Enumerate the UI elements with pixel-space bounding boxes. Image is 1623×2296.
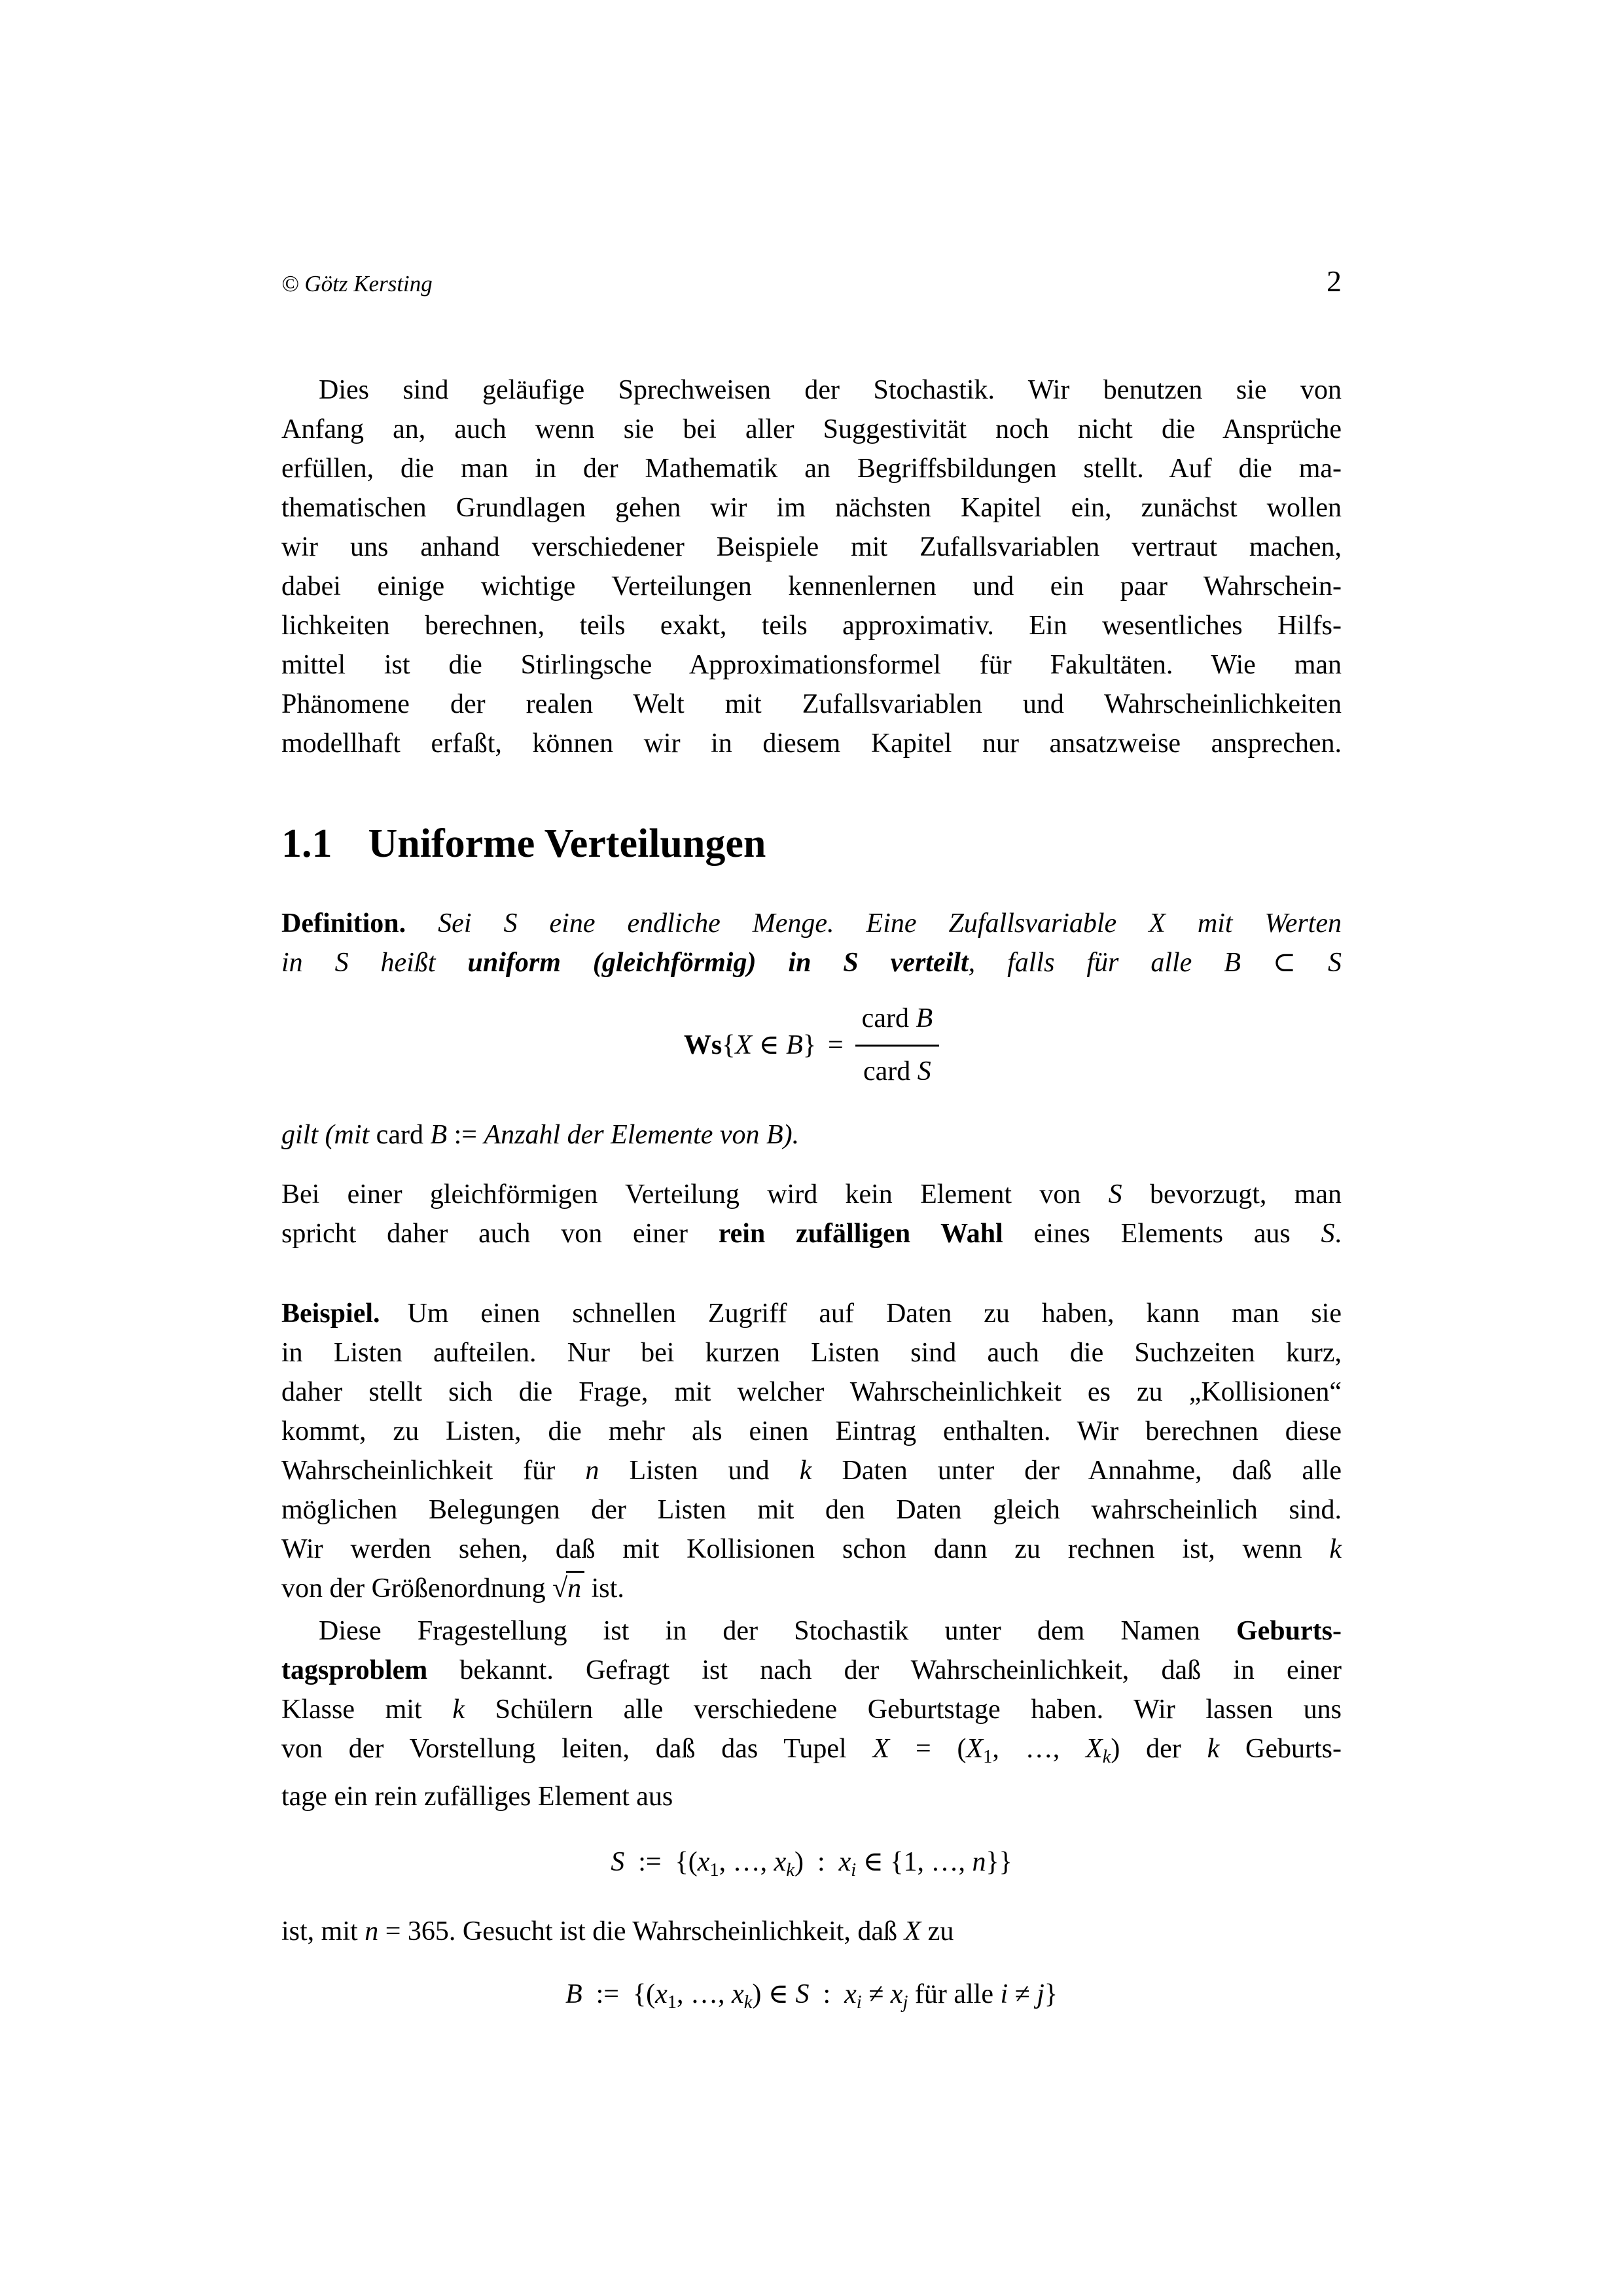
text-segment: Geburts- — [1236, 1616, 1342, 1646]
text-segment: gilt (mit — [281, 1120, 376, 1150]
text-segment: }} — [986, 1846, 1012, 1877]
text-segment: j — [902, 1992, 908, 2013]
text-segment: , …, — [992, 1734, 1086, 1764]
text-segment: k — [743, 1992, 753, 2013]
text-line — [281, 1729, 1342, 1777]
text-segment: für alle — [908, 1979, 1001, 2009]
section-number: 1.1 — [281, 821, 332, 866]
text-line — [281, 449, 1342, 488]
text-segment: x — [844, 1979, 857, 2009]
text-segment: S — [1108, 1179, 1122, 1210]
text-line — [281, 1175, 1342, 1214]
fraction-denominator — [857, 1047, 938, 1091]
text-segment: , …, — [719, 1846, 774, 1877]
text-segment: ) der — [1111, 1734, 1207, 1764]
text-segment: modellhaft erfaßt, können wir in diesem Kapitel nur ansatzweise ansprechen. — [281, 728, 1342, 759]
text-line — [281, 1777, 1342, 1816]
text-segment: := {( — [624, 1846, 698, 1877]
birthday-problem-paragraph — [281, 1611, 1342, 1816]
text-segment: dabei einige wichtige Verteilungen kennenlernen und ein paar Wahrschein- — [281, 571, 1342, 601]
gilt-line — [281, 1115, 1342, 1155]
formula-lhs — [684, 1026, 816, 1065]
text-segment: , …, — [677, 1979, 732, 2009]
text-line — [281, 645, 1342, 685]
page-header — [281, 262, 1342, 304]
text-segment: Anfang an, auch wenn sie bei aller Suggestivität noch nicht die Ansprüche — [281, 414, 1342, 444]
text-segment: daher stellt sich die Frage, mit welcher Wahrscheinlichkeit es zu „Kollisionen“ — [281, 1377, 1342, 1407]
text-segment: tage ein rein zufälliges Element aus — [281, 1781, 673, 1812]
text-segment: thematischen Grundlagen gehen wir im nächsten Kapitel ein, zunächst wollen — [281, 493, 1342, 523]
example-paragraph — [281, 1294, 1342, 1608]
text-segment: . — [1334, 1219, 1342, 1249]
text-segment: von der Größenordnung — [281, 1573, 553, 1604]
fraction — [855, 999, 939, 1091]
section-title: Uniforme Verteilungen — [368, 821, 766, 866]
text-segment: } — [1044, 1979, 1058, 2009]
text-segment: Bei einer gleichförmigen Verteilung wird kein Element von — [281, 1179, 1109, 1210]
text-segment: Sei S eine endliche Menge. Eine Zufallsvariable X mit Werten — [406, 908, 1342, 939]
text-segment: := — [447, 1120, 484, 1150]
text-segment: tagsproblem — [281, 1655, 428, 1685]
text-segment: n — [365, 1916, 379, 1946]
text-segment: wir uns anhand verschiedener Beispiele mit Zufallsvariablen vertraut machen, — [281, 532, 1342, 562]
text-line — [281, 1214, 1342, 1253]
definition-paragraph — [281, 904, 1342, 982]
text-segment: ∈ {1, …, — [856, 1846, 972, 1877]
text-segment: 1 — [983, 1746, 993, 1767]
text-segment: Diese Fragestellung ist in der Stochastik unter dem Namen — [319, 1616, 1236, 1646]
text-segment: ∈ — [752, 1030, 787, 1060]
text-line — [281, 1490, 1342, 1530]
text-segment: i — [1000, 1979, 1008, 2009]
text-segment: S — [917, 1056, 931, 1086]
text-segment: ) ∈ — [752, 1979, 796, 2009]
text-segment: x — [838, 1846, 851, 1877]
text-segment: Klasse mit — [281, 1695, 453, 1725]
text-segment: möglichen Belegungen der Listen mit den Daten gleich wahrscheinlich sind. — [281, 1495, 1342, 1525]
intro-paragraph — [281, 370, 1342, 763]
text-segment: X — [966, 1734, 984, 1764]
text-segment: } — [802, 1030, 816, 1060]
text-segment: Wahrscheinlichkeit für — [281, 1456, 586, 1486]
text-segment: in Listen aufteilen. Nur bei kurzen Listen sind auch die Suchzeiten kurz, — [281, 1338, 1342, 1368]
text-segment: Phänomene der realen Welt mit Zufallsvariablen und Wahrscheinlichkeiten — [281, 689, 1342, 719]
text-segment: card — [376, 1120, 431, 1150]
text-segment: mittel ist die Stirlingsche Approximationsformel für Fakultäten. Wie man — [281, 650, 1342, 680]
text-segment: X — [735, 1030, 753, 1060]
formula-set-s — [281, 1842, 1342, 1890]
text-line — [281, 904, 1342, 943]
text-segment: ) : — [794, 1846, 839, 1877]
text-segment: n — [585, 1456, 599, 1486]
text-line — [281, 1530, 1342, 1569]
text-segment: X — [904, 1916, 921, 1946]
text-line — [281, 1412, 1342, 1451]
text-segment: Um einen schnellen Zugriff auf Daten zu haben, kann man sie — [380, 1299, 1342, 1329]
text-segment: Anzahl der Elemente von B). — [484, 1120, 800, 1150]
text-segment: B — [565, 1979, 582, 2009]
text-segment: 1 — [667, 1992, 677, 2013]
text-segment: bekannt. Gefragt ist nach der Wahrscheinlichkeit, daß in einer — [427, 1655, 1342, 1685]
text-line — [281, 606, 1342, 645]
text-segment: S — [611, 1846, 625, 1877]
text-line — [281, 685, 1342, 724]
text-segment: Beispiel. — [281, 1299, 380, 1329]
text-segment: j — [1037, 1979, 1044, 2009]
text-segment: x — [697, 1846, 710, 1877]
text-segment: ≠ — [861, 1979, 891, 2009]
text-line — [281, 1912, 1342, 1951]
text-segment: X — [1086, 1734, 1103, 1764]
text-segment: = 365. Gesucht ist die Wahrscheinlichkeit, daß — [378, 1916, 904, 1946]
text-segment: : — [809, 1979, 845, 2009]
text-segment: bevorzugt, man — [1122, 1179, 1342, 1210]
text-segment: kommt, zu Listen, die mehr als einen Eintrag enthalten. Wir berechnen diese — [281, 1416, 1342, 1446]
text-line — [281, 1569, 1342, 1608]
text-line — [281, 370, 1342, 410]
text-segment: lichkeiten berechnen, teils exakt, teils approximativ. Ein wesentliches Hilfs- — [281, 611, 1342, 641]
text-segment: k — [786, 1859, 794, 1880]
text-segment: ≠ — [1008, 1979, 1037, 2009]
text-segment: n — [972, 1846, 986, 1877]
text-segment: erfüllen, die man in der Mathematik an Begriffsbildungen stellt. Auf die ma- — [281, 454, 1342, 484]
text-segment: S — [1321, 1219, 1335, 1249]
text-segment: Ws — [683, 1030, 722, 1060]
text-segment: zu — [921, 1916, 954, 1946]
text-segment: B — [786, 1030, 803, 1060]
text-segment: k — [1207, 1734, 1220, 1764]
text-segment: von der Vorstellung leiten, daß das Tupel — [281, 1734, 873, 1764]
page-number: 2 — [1327, 264, 1342, 298]
text-line — [281, 488, 1342, 528]
text-line — [281, 1651, 1342, 1690]
text-line — [281, 1333, 1342, 1372]
text-segment: in S heißt — [281, 948, 468, 978]
formula-uniform-probability — [281, 999, 1342, 1091]
text-segment: √ — [552, 1573, 568, 1604]
text-line — [281, 1115, 1342, 1155]
text-line — [281, 1690, 1342, 1729]
text-line — [281, 567, 1342, 606]
text-segment: uniform (gleichförmig) in S verteilt — [467, 948, 969, 978]
text-line — [281, 1372, 1342, 1412]
text-segment: := {( — [582, 1979, 656, 2009]
ist-line — [281, 1912, 1342, 1951]
text-segment: k — [799, 1456, 812, 1486]
text-line — [281, 528, 1342, 567]
text-segment: x — [774, 1846, 787, 1877]
text-segment: eines Elements aus — [1003, 1219, 1321, 1249]
text-segment: Schülern alle verschiedene Geburtstage haben. Wir lassen uns — [464, 1695, 1342, 1725]
fraction-numerator — [855, 999, 939, 1047]
text-segment: i — [851, 1859, 857, 1880]
text-segment: B — [916, 1003, 933, 1033]
text-segment: = ( — [889, 1734, 967, 1764]
text-segment: spricht daher auch von einer — [281, 1219, 719, 1249]
text-segment: x — [890, 1979, 903, 2009]
formula-set-b — [281, 1975, 1342, 2022]
text-segment: S — [795, 1979, 810, 2009]
text-segment: card — [863, 1056, 918, 1086]
text-segment: , falls für alle B ⊂ S — [968, 948, 1342, 978]
text-segment: Listen und — [599, 1456, 800, 1486]
author-credit: © Götz Kersting — [281, 271, 433, 296]
text-segment: X — [872, 1734, 890, 1764]
text-segment: k — [1102, 1746, 1111, 1767]
uniform-note-paragraph — [281, 1175, 1342, 1253]
text-segment: i — [856, 1992, 862, 2013]
text-segment: n — [566, 1571, 584, 1602]
text-segment: k — [452, 1695, 465, 1725]
text-segment: 1 — [709, 1859, 719, 1880]
text-block — [281, 0, 1342, 2022]
equals-sign: = — [827, 1030, 844, 1060]
text-segment: Geburts- — [1219, 1734, 1342, 1764]
text-segment: Dies sind geläufige Sprechweisen der Stochastik. Wir benutzen sie von — [319, 375, 1342, 405]
text-line — [281, 1451, 1342, 1490]
text-segment: card — [861, 1003, 916, 1033]
text-segment: Wir werden sehen, daß mit Kollisionen schon dann zu rechnen ist, wenn — [281, 1534, 1330, 1564]
text-line — [281, 943, 1342, 982]
text-segment: ist, mit — [281, 1916, 365, 1946]
text-segment: Definition. — [281, 908, 406, 939]
text-line — [281, 724, 1342, 763]
text-segment: k — [1329, 1534, 1342, 1564]
text-line — [281, 1294, 1342, 1333]
text-segment: Daten unter der Annahme, daß alle — [812, 1456, 1342, 1486]
text-segment: ist. — [584, 1573, 624, 1604]
text-line — [281, 410, 1342, 449]
text-segment: rein zufälligen Wahl — [718, 1219, 1003, 1249]
text-segment: B — [430, 1120, 448, 1150]
text-segment: x — [655, 1979, 668, 2009]
text-segment: x — [732, 1979, 744, 2009]
text-line — [281, 1611, 1342, 1651]
section-heading — [281, 821, 1342, 867]
text-segment: { — [722, 1030, 736, 1060]
